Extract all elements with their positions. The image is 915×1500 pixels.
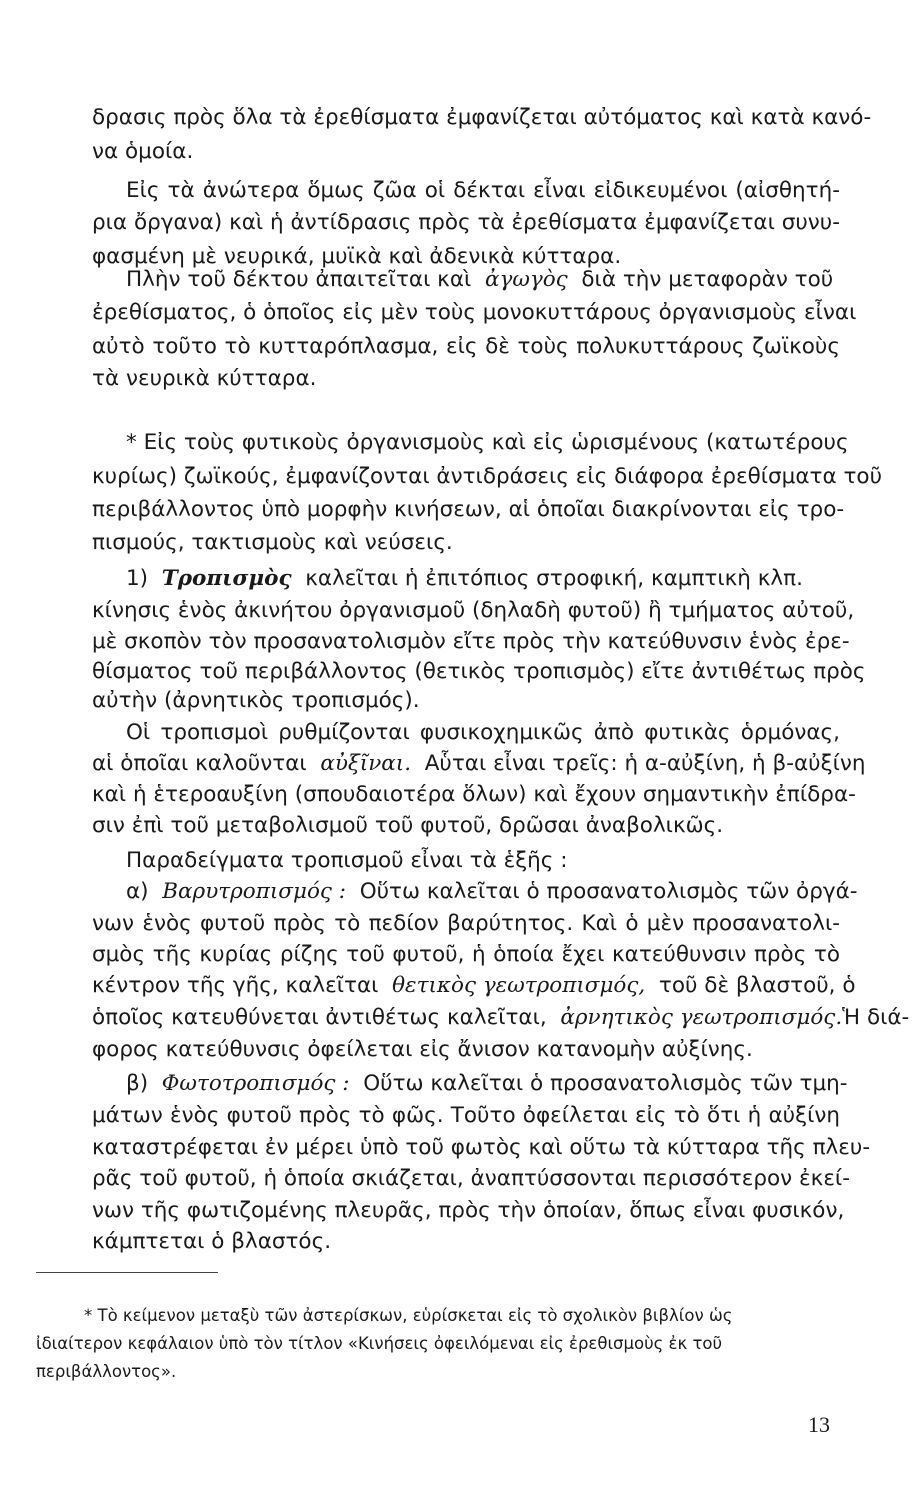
text-segment: καλεῖται ἡ ἐπιτόπιος στροφική, καμπτικὴ κλπ. bbox=[305, 566, 803, 591]
bold-term: Τροπισμὸς bbox=[161, 566, 292, 591]
text-segment: κέντρον τῆς γῆς, καλεῖται bbox=[92, 973, 379, 998]
text-line: φασμένη μὲ νευρικά, μυϊκὰ καὶ ἀδενικὰ κύτταρα. bbox=[92, 244, 622, 269]
text-line: νων ἑνὸς φυτοῦ πρὸς τὸ πεδίον βαρύτητος. Καὶ ὁ μὲν προσανατολι- bbox=[92, 911, 840, 936]
text-line: αὐτὸ τοῦτο τὸ κυτταρόπλασμα, εἰς δὲ τοὺς πολυκυττάρους ζωϊκοὺς bbox=[92, 334, 840, 359]
text-line bbox=[126, 1069, 848, 1099]
text-segment: Ἡ διά- bbox=[842, 1005, 910, 1030]
text-line: ρᾶς τοῦ φυτοῦ, ἡ ὁποία σκιάζεται, ἀναπτύσσονται περισσότερον ἐκεί- bbox=[92, 1166, 850, 1191]
list-marker: 1) bbox=[126, 566, 149, 591]
text-segment: Πλὴν τοῦ δέκτου ἀπαιτεῖται καὶ bbox=[126, 267, 472, 292]
text-segment: Αὗται εἶναι τρεῖς: ἡ α-αὐξίνη, ἡ β-αὐξίνη bbox=[424, 751, 866, 776]
text-line: σμὸς τῆς κυρίας ρίζης τοῦ φυτοῦ, ἡ ὁποία ἔχει κατεύθυνσιν πρὸς τὸ bbox=[92, 942, 840, 967]
footnote-divider bbox=[36, 1272, 218, 1273]
text-line: αὐτὴν (ἀρνητικὸς τροπισμός). bbox=[92, 688, 420, 713]
list-marker: β) bbox=[126, 1071, 149, 1096]
text-line: να ὁμοία. bbox=[92, 139, 194, 164]
text-line: ἐρεθίσματος, ὁ ὁποῖος εἰς μὲν τοὺς μονοκυττάρους ὀργανισμοὺς εἶναι bbox=[92, 300, 857, 325]
text-line: σιν ἐπὶ τοῦ μεταβολισμοῦ τοῦ φυτοῦ, δρῶσαι ἀναβολικῶς. bbox=[92, 813, 724, 838]
text-line bbox=[126, 877, 858, 907]
text-line bbox=[126, 564, 840, 594]
text-segment: Οὕτω καλεῖται ὁ προσανατολισμὸς τῶν τμη- bbox=[363, 1071, 848, 1096]
text-line: κάμπτεται ὁ βλαστός. bbox=[92, 1229, 332, 1254]
italic-term: Φωτοτροπισμός : bbox=[161, 1071, 350, 1096]
text-line: μάτων ἑνὸς φυτοῦ πρὸς τὸ φῶς. Τοῦτο ὀφείλεται εἰς τὸ ὅτι ἡ αὐξίνη bbox=[92, 1103, 840, 1128]
italic-term: θετικὸς γεωτροπισμός, bbox=[392, 973, 646, 998]
text-line: ρια ὄργανα) καὶ ἡ ἀντίδρασις πρὸς τὰ ἐρεθίσματα ἐμφανίζεται συνυ- bbox=[92, 210, 840, 235]
text-line: νων τῆς φωτιζομένης πλευρᾶς, πρὸς τὴν ὁποίαν, ὅπως εἶναι φυσικόν, bbox=[92, 1198, 845, 1223]
text-line: δρασις πρὸς ὅλα τὰ ἐρεθίσματα ἐμφανίζεται αὐτόματος καὶ κατὰ κανό- bbox=[92, 105, 872, 130]
italic-term: ἀγωγὸς bbox=[484, 267, 568, 292]
text-line: Παραδείγματα τροπισμοῦ εἶναι τὰ ἑξῆς : bbox=[126, 848, 568, 873]
text-line: φορος κατεύθυνσις ὀφείλεται εἰς ἄνισον κατανομὴν αὐξίνης. bbox=[92, 1037, 753, 1062]
text-line bbox=[92, 1003, 910, 1033]
italic-term: αὐξῖναι. bbox=[320, 751, 412, 776]
page-number: 13 bbox=[808, 1412, 830, 1437]
text-line: καταστρέφεται ἐν μέρει ὑπὸ τοῦ φωτὸς καὶ οὕτω τὰ κύτταρα τῆς πλευ- bbox=[92, 1135, 871, 1160]
text-segment: διὰ τὴν μεταφορὰν τοῦ bbox=[581, 267, 834, 292]
text-line: Οἱ τροπισμοὶ ρυθμίζονται φυσικοχημικῶς ἀπὸ φυτικὰς ὁρμόνας, bbox=[126, 720, 840, 745]
text-line: καὶ ἡ ἑτεροαυξίνη (σπουδαιοτέρα ὅλων) καὶ ἔχουν σημαντικὴν ἐπίδρα- bbox=[92, 782, 856, 807]
text-segment: αἱ ὁποῖαι καλοῦνται bbox=[92, 751, 307, 776]
text-line: κίνησις ἑνὸς ἀκινήτου ὀργανισμοῦ (δηλαδὴ φυτοῦ) ἢ τμήματος αὐτοῦ, bbox=[92, 598, 855, 623]
italic-term: ἀρνητικὸς γεωτροπισμός. bbox=[560, 1005, 843, 1030]
text-line: * Εἰς τοὺς φυτικοὺς ὀργανισμοὺς καὶ εἰς ὡρισμένους (κατωτέρους bbox=[126, 430, 849, 455]
text-line: μὲ σκοπὸν τὸν προσανατολισμὸν εἴτε πρὸς τὴν κατεύθυνσιν ἑνὸς ἐρε- bbox=[92, 629, 850, 654]
text-line: πισμούς, τακτισμοὺς καὶ νεύσεις. bbox=[92, 530, 453, 555]
text-line: τὰ νευρικὰ κύτταρα. bbox=[92, 366, 317, 391]
text-line: περιβάλλοντος ὑπὸ μορφὴν κινήσεων, αἱ ὁποῖαι διακρίνονται εἰς τρο- bbox=[92, 497, 845, 522]
text-line bbox=[92, 971, 856, 1001]
text-segment: ὁποῖος κατευθύνεται ἀντιθέτως καλεῖται, bbox=[92, 1005, 547, 1030]
text-segment: Οὕτω καλεῖται ὁ προσανατολισμὸς τῶν ὀργά- bbox=[359, 879, 858, 904]
text-line: κυρίως) ζωϊκούς, ἐμφανίζονται ἀντιδράσεις εἰς διάφορα ἐρεθίσματα τοῦ bbox=[92, 464, 883, 489]
footnote-line: περιβάλλοντος». bbox=[36, 1362, 177, 1381]
text-segment: τοῦ δὲ βλαστοῦ, ὁ bbox=[658, 973, 856, 998]
footnote-line: * Τὸ κείμενον μεταξὺ τῶν ἀστερίσκων, εὑρίσκεται εἰς τὸ σχολικὸν βιβλίον ὡς bbox=[84, 1306, 733, 1325]
text-line: θίσματος τοῦ περιβάλλοντος (θετικὸς τροπισμὸς) εἴτε ἀντιθέτως πρὸς bbox=[92, 659, 866, 684]
text-line bbox=[92, 749, 866, 779]
text-line: Εἰς τὰ ἀνώτερα ὅμως ζῶα οἱ δέκται εἶναι εἰδικευμένοι (αἰσθητή- bbox=[126, 178, 840, 203]
list-marker: α) bbox=[126, 879, 149, 904]
text-line bbox=[126, 265, 840, 295]
footnote-line: ἰδιαίτερον κεφάλαιον ὑπὸ τὸν τίτλον «Κινήσεις ὀφειλόμεναι εἰς ἐρεθισμοὺς ἐκ τοῦ bbox=[36, 1334, 723, 1353]
italic-term: Βαρυτροπισμός : bbox=[162, 879, 347, 904]
